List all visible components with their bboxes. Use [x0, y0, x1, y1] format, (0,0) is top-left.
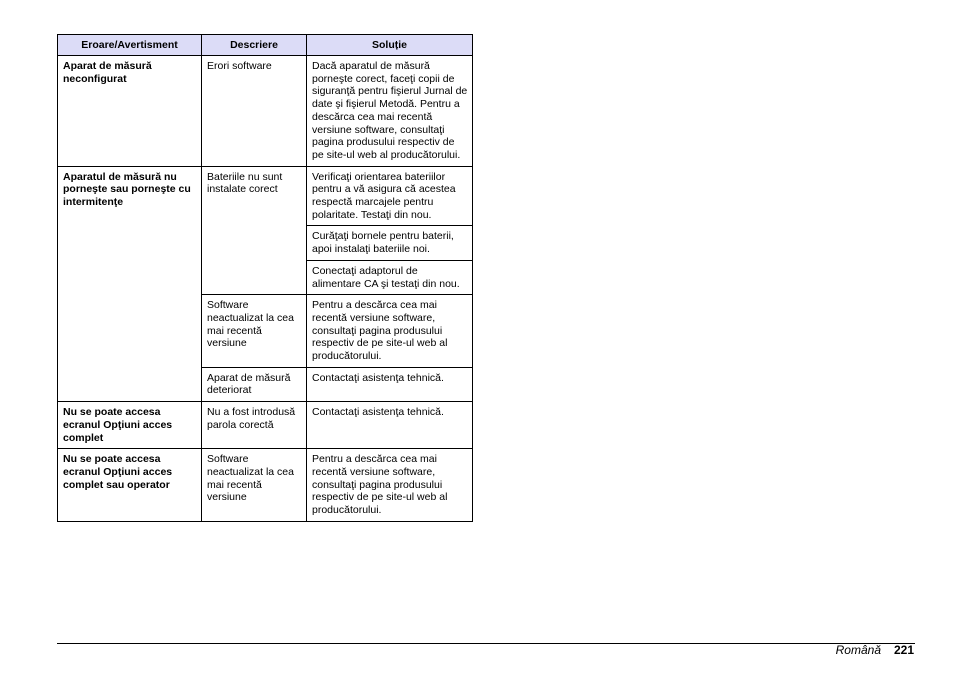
description-cell: Software neactualizat la cea mai recentă versiune — [202, 449, 307, 522]
solution-cell: Verificaţi orientarea bateriilor pentru a vă asigura că acestea respectă marcajele pentru polaritate. Testaţi din nou. — [307, 166, 473, 226]
error-cell: Nu se poate accesa ecranul Opţiuni acces complet — [58, 402, 202, 449]
error-cell: Aparatul de măsură nu porneşte sau porneşte cu intermitenţe — [58, 166, 202, 402]
description-cell: Nu a fost introdusă parola corectă — [202, 402, 307, 449]
table-header-row — [58, 35, 473, 56]
footer-divider — [57, 643, 915, 644]
description-cell: Bateriile nu sunt instalate corect — [202, 166, 307, 295]
solution-cell: Pentru a descărca cea mai recentă versiune software, consultaţi pagina produsului respectiv de pe site-ul web al producătorului. — [307, 449, 473, 522]
footer-language: Română — [835, 643, 881, 657]
troubleshooting-table — [57, 34, 473, 522]
column-header-solution: Soluție — [307, 35, 473, 56]
page-number: 221 — [893, 643, 914, 657]
solution-cell: Contactaţi asistenţa tehnică. — [307, 402, 473, 449]
error-cell: Aparat de măsură neconfigurat — [58, 56, 202, 167]
column-header-description: Descriere — [202, 35, 307, 56]
solution-cell: Conectaţi adaptorul de alimentare CA şi testaţi din nou. — [307, 260, 473, 294]
table-row — [58, 56, 473, 167]
table-row — [58, 449, 473, 522]
table-row — [58, 402, 473, 449]
table-row — [58, 166, 473, 226]
description-cell: Software neactualizat la cea mai recentă versiune — [202, 295, 307, 368]
description-cell: Aparat de măsură deteriorat — [202, 367, 307, 401]
column-header-error: Eroare/Avertisment — [58, 35, 202, 56]
solution-cell: Contactaţi asistenţa tehnică. — [307, 367, 473, 401]
description-cell: Erori software — [202, 56, 307, 167]
solution-cell: Dacă aparatul de măsură porneşte corect, faceţi copii de siguranţă pentru fişierul Jurnal de date şi fişierul Metodă. Pentru a descărca cea mai recentă versiune software, consultaţi pagina produsului respectiv de pe site-ul web al producătorului. — [307, 56, 473, 167]
solution-cell: Pentru a descărca cea mai recentă versiune software, consultaţi pagina produsului respectiv de pe site-ul web al producătorului. — [307, 295, 473, 368]
error-cell: Nu se poate accesa ecranul Opţiuni acces complet sau operator — [58, 449, 202, 522]
solution-cell: Curăţaţi bornele pentru baterii, apoi instalaţi bateriile noi. — [307, 226, 473, 260]
